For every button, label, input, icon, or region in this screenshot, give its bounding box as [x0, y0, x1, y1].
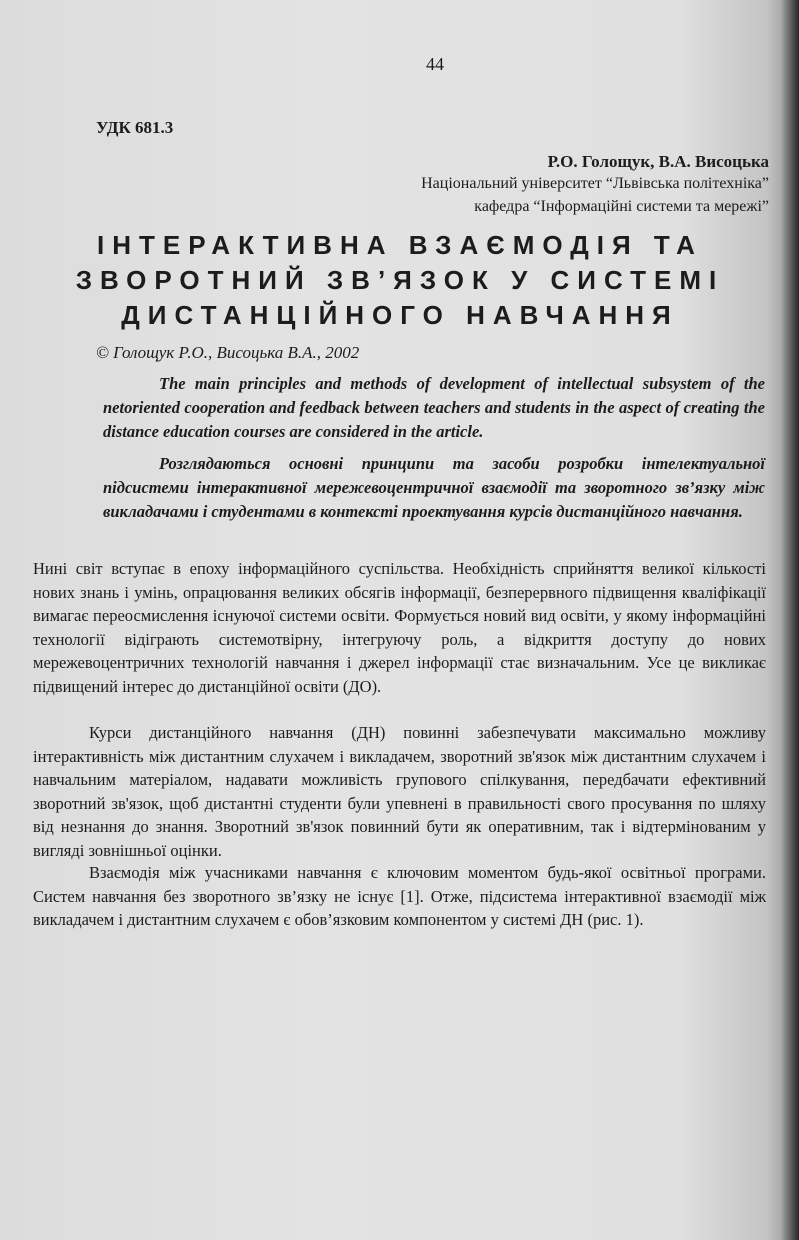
- affiliation-department: кафедра “Інформаційні системи та мережі”: [474, 198, 769, 215]
- page-edge-shadow: [781, 0, 799, 1240]
- copyright-line: © Голощук Р.О., Висоцька В.А., 2002: [96, 343, 360, 362]
- affiliation-university: Національний університет “Львівська політехніка”: [421, 175, 769, 192]
- title-line-3: ДИСТАНЦІЙНОГО НАВЧАННЯ: [121, 300, 679, 330]
- article-title: [60, 228, 740, 333]
- abstract-english: The main principles and methods of development of intellectual subsystem of the netoriented cooperation and feedback between teachers and students in the aspect of creating the distance education courses are considered in the article.: [103, 374, 765, 441]
- authors: Р.О. Голощук, В.А. Висоцька: [547, 152, 769, 171]
- body-paragraph-3: Взаємодія між учасниками навчання є ключовим моментом будь-якої освітньої програми. Систем навчання без зворотного зв’язку не існує [1]. Отже, підсистема інтерактивної взаємодії між викладачем і дистантним слухачем є обов’язковим компонентом у системі ДН (рис. 1).: [33, 863, 766, 929]
- udk-code: УДК 681.3: [96, 118, 174, 137]
- page-number: 44: [426, 54, 444, 74]
- body-paragraph-2: Курси дистанційного навчання (ДН) повинні забезпечувати максимально можливу інтерактивність між дистантним слухачем і викладачем, зворотний зв'язок між дистантним слухачем і навчальним матеріалом, надавати можливість групового спілкування, передбачати ефективний зворотний зв'язок, щоб дистантні студенти були упевнені в правильності свого просування по шляху від незнання до знання. Зворотний зв'язок повинний бути як оперативним, так і відтермінованим у вигляді зовнішньої оцінки.: [33, 723, 766, 860]
- abstract-ukrainian: Розглядаються основні принципи та засоби розробки інтелектуальної підсистеми інтерактивної мережевоцентричної взаємодії та зворотного зв’язку між викладачами і студентами в контексті проектування курсів дистанційного навчання.: [103, 454, 765, 521]
- body-paragraph-1: Нині світ вступає в епоху інформаційного суспільства. Необхідність сприйняття великої кількості нових знань і умінь, опрацювання великих обсягів інформації, безперервного підвищення кваліфікації вимагає переосмислення існуючої системи освіти. Формується новий вид освіти, у якому інформаційні технології відіграють системотвірну, інтегруючу роль, а відкриття доступу до нових мережевоцентричних технологій навчання і джерел інформації стає визначальним. Усе це викликає підвищений інтерес до дистанційної освіти (ДО).: [33, 559, 766, 696]
- title-line-1: ІНТЕРАКТИВНА ВЗАЄМОДІЯ ТА: [97, 230, 703, 260]
- title-line-2: ЗВОРОТНИЙ ЗВ’ЯЗОК У СИСТЕМІ: [75, 265, 725, 295]
